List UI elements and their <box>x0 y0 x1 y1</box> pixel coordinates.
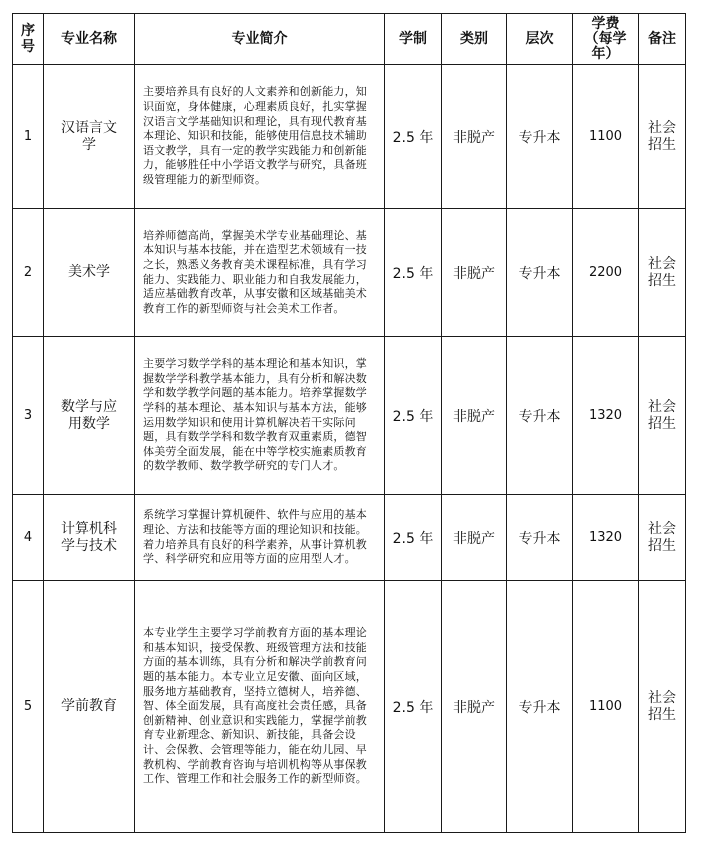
row-duration: 2.5 年 <box>385 209 442 337</box>
row-note: 社会招生 <box>639 495 686 581</box>
row-category: 非脱产 <box>442 495 507 581</box>
row-intro: 培养师德高尚，掌握美术学专业基础理论、基本知识与基本技能，并在造型艺术领域有一技之长，熟悉义务教育美术课程标准，具有学习能力、实践能力、职业能力和自我发展能力，适应基础教育改革，从事安徽和区域基础美术教育工作的新型师资与社会美术工作者。 <box>135 209 385 337</box>
row-seq: 3 <box>13 337 44 495</box>
row-seq: 4 <box>13 495 44 581</box>
row-intro: 本专业学生主要学习学前教育方面的基本理论和基本知识，接受保教、班级管理方法和技能方面的基本训练，具有分析和解决学前教育问题的基本能力。本专业立足安徽、面向区域，服务地方基础教育，坚持立德树人，培养德、智、体全面发展，具有高度社会责任感，具备创新精神、创业意识和实践能力，掌握学前教育专业新理念、新知识、新技能，具备会设计、会保教、会管理等能力，能在幼儿园、早教机构、学前教育咨询与培训机构等从事保教工作、管理工作和社会服务工作的新型师资。 <box>135 581 385 833</box>
header-level: 层次 <box>507 14 573 65</box>
row-duration: 2.5 年 <box>385 581 442 833</box>
row-level: 专升本 <box>507 581 573 833</box>
header-name: 专业名称 <box>44 14 135 65</box>
row-category: 非脱产 <box>442 209 507 337</box>
row-category: 非脱产 <box>442 337 507 495</box>
row-level: 专升本 <box>507 65 573 209</box>
row-fee: 1100 <box>573 581 639 833</box>
row-fee: 1320 <box>573 337 639 495</box>
row-note: 社会招生 <box>639 209 686 337</box>
row-fee: 2200 <box>573 209 639 337</box>
header-category: 类别 <box>442 14 507 65</box>
row-note: 社会招生 <box>639 581 686 833</box>
row-duration: 2.5 年 <box>385 337 442 495</box>
row-level: 专升本 <box>507 495 573 581</box>
header-duration: 学制 <box>385 14 442 65</box>
header-fee: 学费（每学年） <box>573 14 639 65</box>
row-category: 非脱产 <box>442 581 507 833</box>
row-name: 学前教育 <box>44 581 135 833</box>
row-intro: 系统学习掌握计算机硬件、软件与应用的基本理论、方法和技能等方面的理论知识和技能。着力培养具有良好的科学素养，从事计算机教学、科学研究和应用等方面的应用型人才。 <box>135 495 385 581</box>
majors-table <box>12 13 686 833</box>
row-name: 数学与应用数学 <box>44 337 135 495</box>
header-intro: 专业简介 <box>135 14 385 65</box>
row-duration: 2.5 年 <box>385 495 442 581</box>
row-fee: 1320 <box>573 495 639 581</box>
table-header-row <box>13 14 686 65</box>
row-level: 专升本 <box>507 209 573 337</box>
table-row <box>13 581 686 833</box>
table-row <box>13 65 686 209</box>
row-note: 社会招生 <box>639 337 686 495</box>
table-row <box>13 337 686 495</box>
row-name: 汉语言文学 <box>44 65 135 209</box>
row-name: 计算机科学与技术 <box>44 495 135 581</box>
table-row <box>13 209 686 337</box>
row-seq: 1 <box>13 65 44 209</box>
row-fee: 1100 <box>573 65 639 209</box>
row-intro: 主要培养具有良好的人文素养和创新能力，知识面宽，身体健康，心理素质良好，扎实掌握汉语言文学基础知识和理论，具有现代教育基本理论、知识和技能，能够使用信息技术辅助语文教学，具有一定的教学实践能力和创新能力，能够胜任中小学语文教学与研究，具备班级管理能力的新型师资。 <box>135 65 385 209</box>
row-seq: 2 <box>13 209 44 337</box>
table-row <box>13 495 686 581</box>
row-level: 专升本 <box>507 337 573 495</box>
row-seq: 5 <box>13 581 44 833</box>
row-intro: 主要学习数学学科的基本理论和基本知识，掌握数学学科教学基本能力，具有分析和解决数学和数学教学问题的基本能力。培养掌握数学学科的基本理论、基本知识与基本方法，能够运用数学知识和使用计算机解决若干实际问题，具有数学学科和数学教育双重素质，德智体美劳全面发展，能在中等学校实施素质教育的数学教师、数学教学研究的专门人才。 <box>135 337 385 495</box>
header-note: 备注 <box>639 14 686 65</box>
row-duration: 2.5 年 <box>385 65 442 209</box>
header-seq: 序号 <box>13 14 44 65</box>
row-category: 非脱产 <box>442 65 507 209</box>
row-name: 美术学 <box>44 209 135 337</box>
row-note: 社会招生 <box>639 65 686 209</box>
